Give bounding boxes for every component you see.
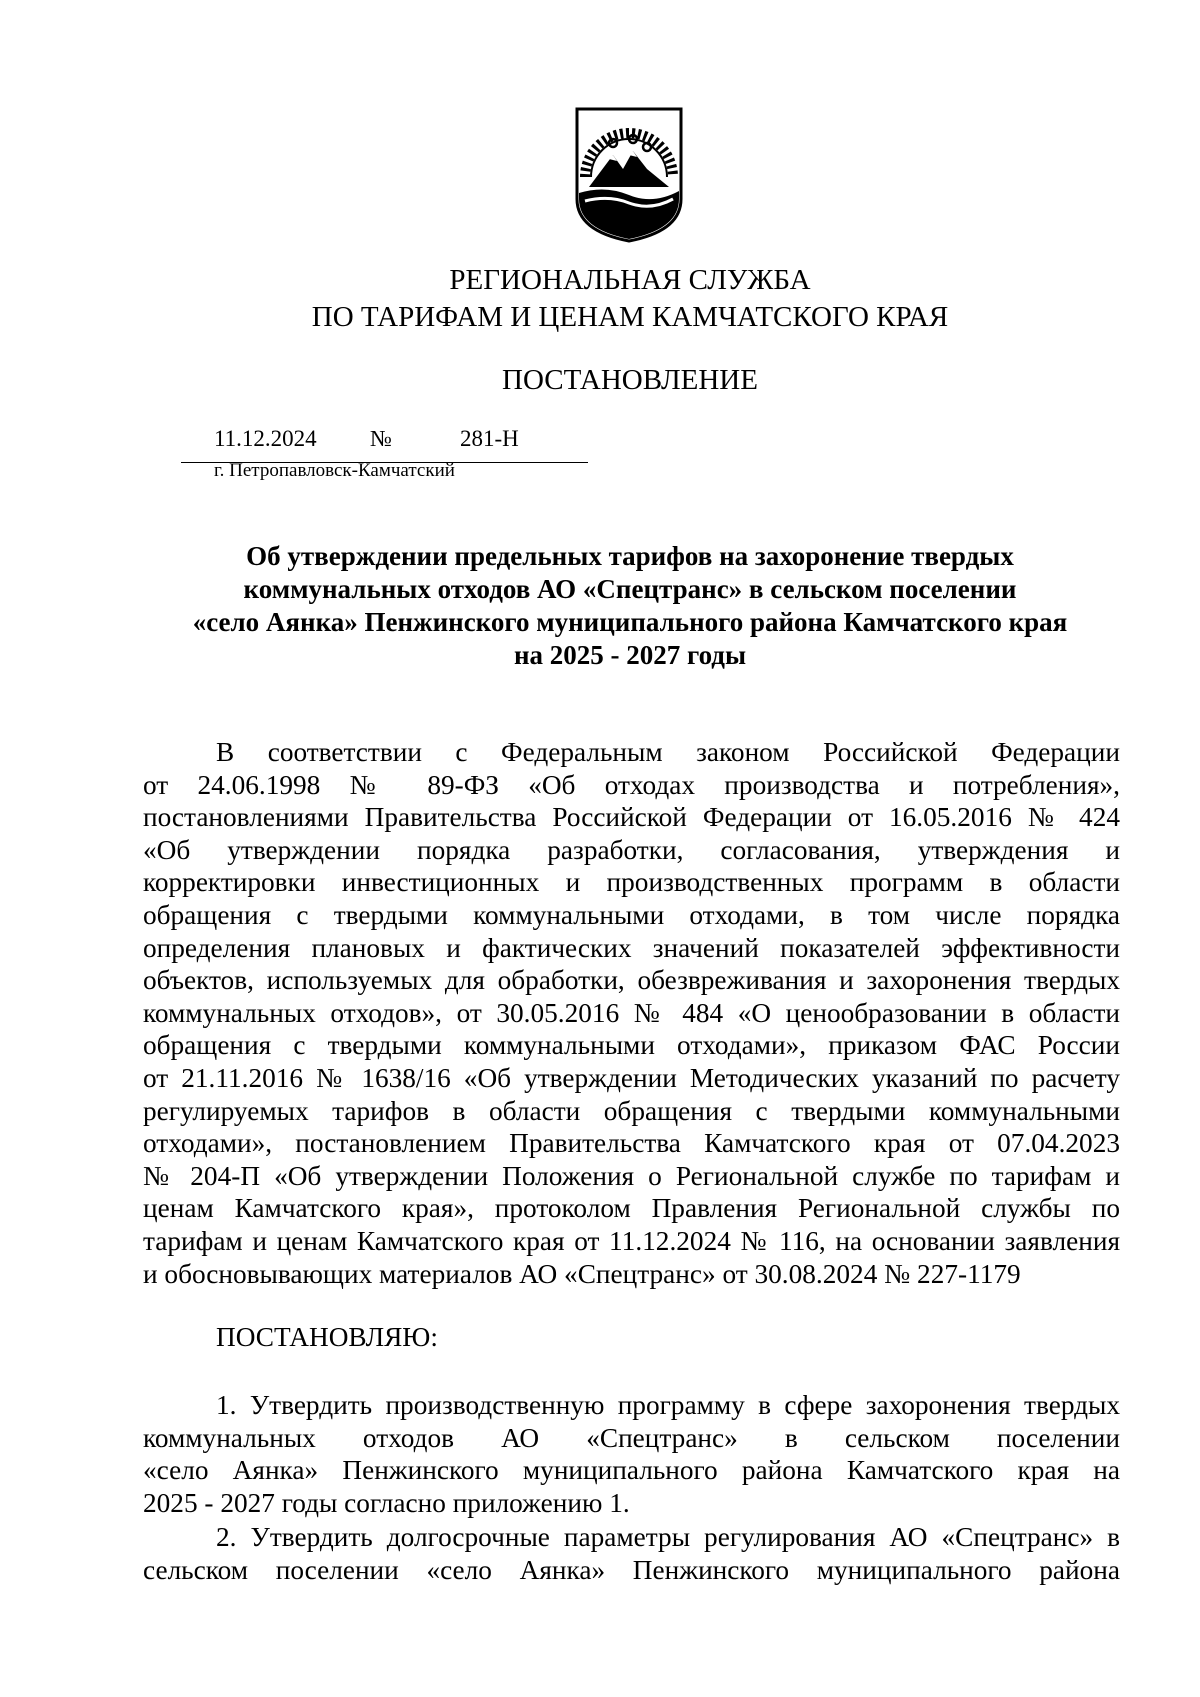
item-1-paragraph <box>143 1389 1120 1519</box>
registration-date: 11.12.2024 <box>214 426 317 451</box>
organization-name-line-2: ПО ТАРИФАМ И ЦЕНАМ КАМЧАТСКОГО КРАЯ <box>311 301 949 333</box>
text-line: определения плановых и фактических значений показателей эффективности <box>143 932 1120 963</box>
text-line: регулируемых тарифов в области обращения с твердыми коммунальными <box>143 1095 1120 1126</box>
registration-city: г. Петропавловск-Камчатский <box>214 460 455 481</box>
text-line: 1. Утвердить производственную программу в сфере захоронения твердых <box>216 1390 1120 1420</box>
text-line: отходами», постановлением Правительства Камчатского края от 07.04.2023 <box>143 1128 1120 1159</box>
text-line: постановлениями Правительства Российской Федерации от 16.05.2016 № 424 <box>143 802 1120 833</box>
item-2-paragraph <box>143 1521 1120 1586</box>
text-line: объектов, используемых для обработки, обезвреживания и захоронения твердых <box>143 965 1120 996</box>
text-line: коммунальных отходов АО «Спецтранс» в сельском поселении <box>143 1422 1120 1453</box>
text-line: 2. Утвердить долгосрочные параметры регулирования АО «Спецтранс» в <box>216 1522 1120 1552</box>
subject-line: коммунальных отходов АО «Спецтранс» в сельском поселении <box>243 574 1017 604</box>
document-subject <box>150 540 1110 672</box>
text-line: 2025 - 2027 годы согласно приложению 1. <box>143 1487 630 1518</box>
text-line: корректировки инвестиционных и производственных программ в области <box>143 867 1120 898</box>
subject-line: Об утверждении предельных тарифов на захоронение твердых <box>246 541 1014 571</box>
text-line: от 24.06.1998 № 89-ФЗ «Об отходах производства и потребления», <box>143 769 1120 800</box>
preamble-paragraph <box>143 736 1120 1290</box>
text-line: обращения с твердыми коммунальными отходами, в том числе порядка <box>143 899 1120 930</box>
subject-line: «село Аянка» Пенжинского муниципального района Камчатского края <box>192 607 1068 637</box>
text-line: № 204-П «Об утверждении Положения о Региональной службе по тарифам и <box>143 1160 1120 1191</box>
text-line: сельском поселении «село Аянка» Пенжинского муниципального района <box>143 1554 1120 1585</box>
subject-line: на 2025 - 2027 годы <box>513 640 747 670</box>
text-line: коммунальных отходов», от 30.05.2016 № 484 «О ценообразовании в области <box>143 997 1120 1028</box>
text-line: В соответствии с Федеральным законом Российской Федерации <box>216 737 1120 767</box>
text-line: от 21.11.2016 № 1638/16 «Об утверждении Методических указаний по расчету <box>143 1062 1120 1093</box>
text-line: и обосновывающих материалов АО «Спецтранс» от 30.08.2024 № 227-1179 <box>143 1258 1021 1289</box>
organization-name-line-1: РЕГИОНАЛЬНАЯ СЛУЖБА <box>449 264 811 296</box>
text-line: тарифам и ценам Камчатского края от 11.12.2024 № 116, на основании заявления <box>143 1225 1120 1256</box>
text-line: обращения с твердыми коммунальными отходами», приказом ФАС России <box>143 1030 1120 1061</box>
text-line: «Об утверждении порядка разработки, согласования, утверждения и <box>143 834 1120 865</box>
registration-number-sign: № <box>370 426 392 451</box>
text-line: «село Аянка» Пенжинского муниципального района Камчатского края на <box>143 1455 1120 1486</box>
registration-number: 281-Н <box>460 426 519 451</box>
document-type-title: ПОСТАНОВЛЕНИЕ <box>502 364 758 396</box>
text-line: ценам Камчатского края», протоколом Правления Региональной службы по <box>143 1193 1120 1224</box>
resolve-heading: ПОСТАНОВЛЯЮ: <box>216 1322 438 1352</box>
kamchatka-coat-of-arms-icon <box>575 107 683 243</box>
